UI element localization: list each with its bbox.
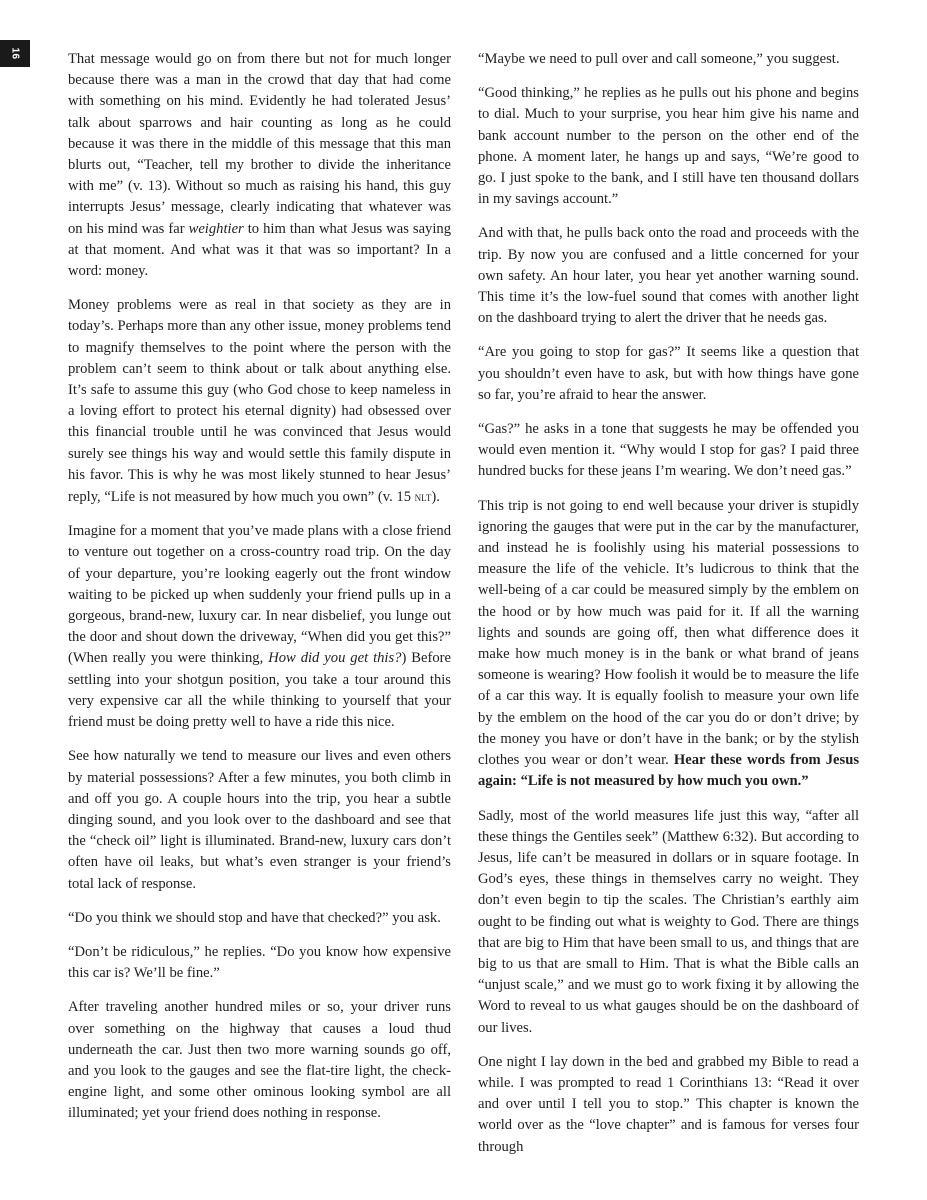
paragraph: Sadly, most of the world measures life just this way, “after all these things the Gentiles seek” (Matthew 6:32). But according to Jesus, life can’t be measured in dollars or in square footage. In God’s eyes, these things in themselves carry no weight. They don’t even begin to tip the scales. The Christian’s earthly aim ought to be finding out what is weighty to God. There are things that are big to Him that have been small to us, and things that are big to us that are small to Him. That is what the Bible calls an “unjust scale,” and we must go to work fixing it by allowing the Word to reveal to us what gauges should be on the dashboard of our lives.: [478, 807, 859, 1036]
paragraph: “Good thinking,” he replies as he pulls out his phone and begins to dial. Much to your surprise, you hear him give his name and bank account number to the person on the other end of the phone. A moment later, he hangs up and says, “We’re good to go. I just spoke to the bank, and I still have ten thousand dollars in my savings account.”: [478, 85, 859, 208]
paragraph: After traveling another hundred miles or so, your driver runs over something on the highway that causes a loud thud underneath the car. Just then two more warning sounds go off, and you look to the gauges and see the flat-tire light, the check-engine light, and some other ominous looking symbol are all illuminated; yet your friend does nothing in response.: [68, 999, 451, 1122]
page-number-tab: [0, 40, 30, 67]
paragraph: That message would go on from there but not for much longer because there was a man in the crowd that day that had come with something on his mind. Evidently he had tolerated Jesus’ talk about sparrows and hair counting as long as he could because it was there in the middle of this message that this man blurts out, “Teacher, tell my brother to divide the inheritance with me” (v. 13). Without so much as raising his hand, this guy interrupts Jesus’ message, clearly indicating that whatever was on his mind was far weightier to him than what Jesus was saying at that moment. And what was it that was so important? In a word: money.: [68, 51, 451, 280]
left-column: [68, 49, 451, 1138]
bold-quote: Hear these words from Jesus again: “Life is not measured by how much you own.”: [478, 752, 859, 790]
paragraph: See how naturally we tend to measure our lives and even others by material possessions? After a few minutes, you both climb in and off you go. A couple hours into the trip, you hear a subtle dinging sound, and you look over to the dashboard and see that the “check oil” light is illuminated. Brand-new, luxury cars don’t often have oil leaks, but what’s even stranger is your friend’s total lack of response.: [68, 748, 451, 892]
emphasis: How did you get this?: [268, 650, 402, 667]
translation-abbrev: nlt: [414, 489, 432, 505]
paragraph: Money problems were as real in that society as they are in today’s. Perhaps more than any other issue, money problems tend to magnify themselves to the point where the person with the problem can’t seem to think about or talk about anything else. It’s safe to assume this guy (who God chose to keep nameless in a loving effort to protect his eternal dignity) had obsessed over this financial trouble until he was convinced that Jesus would surely see things his way and would settle this family dispute in his favor. This is why he was most likely stunned to hear Jesus’ reply, “Life is not measured by how much you own” (v. 15 nlt).: [68, 297, 452, 506]
paragraph: “Are you going to stop for gas?” It seems like a question that you shouldn’t even have to ask, but with how things have gone so far, you’re afraid to hear the answer.: [478, 344, 859, 403]
paragraph: This trip is not going to end well because your driver is stupidly ignoring the gauges that were put in the car by the manufacturer, and instead he is foolishly using his material possessions to measure the life of the vehicle. It’s ludicrous to think that the well-being of a car could be measured simply by the emblem on the hood or by how much was paid for it. If all the warning lights and sounds are going off, then what difference does it make how much money is in the bank or what brand of jeans someone is wearing? How foolish it would be to measure the life of a car this way. It is equally foolish to measure your own life by the emblem on the hood of the car you do or don’t drive; by the money you have or don’t have in the bank; or by the stylish clothes you wear or don’t wear. Hear these words from Jesus again: “Life is not measured by how much you own.”: [478, 497, 859, 790]
paragraph: “Don’t be ridiculous,” he replies. “Do you know how expensive this car is? We’ll be fine.”: [68, 943, 451, 982]
paragraph: Imagine for a moment that you’ve made plans with a close friend to venture out together on a cross-country road trip. On the day of your departure, you’re looking eagerly out the front window waiting to be picked up when suddenly your friend pulls up in a gorgeous, brand-new, luxury car. In near disbelief, you lunge out the door and shout down the driveway, “When did you get this?” (When really you were thinking, How did you get this?) Before settling into your shotgun position, you take a tour around this very expensive car all the while thinking to yourself that your friend must be doing pretty well to have a ride this nice.: [68, 523, 451, 731]
paragraph: “Do you think we should stop and have that checked?” you ask.: [68, 909, 441, 926]
emphasis: weightier: [188, 220, 244, 237]
paragraph: “Gas?” he asks in a tone that suggests he may be offended you would even mention it. “Why would I stop for gas? I paid three hundred bucks for these jeans I’m wearing. We don’t need gas.”: [478, 421, 859, 480]
paragraph: One night I lay down in the bed and grabbed my Bible to read a while. I was prompted to read 1 Corinthians 13: “Read it over and over until I tell you to stop.” This chapter is known the world over as the “love chapter” and is famous for verses four through: [478, 1053, 859, 1155]
page-number: 16: [9, 47, 21, 60]
paragraph: And with that, he pulls back onto the road and proceeds with the trip. By now you are confused and a little concerned for your own safety. An hour later, you hear yet another warning sound. This time it’s the low-fuel sound that comes with another light on the dashboard trying to alert the driver that he needs gas.: [478, 225, 859, 327]
right-column: [478, 49, 859, 1171]
paragraph: “Maybe we need to pull over and call someone,” you suggest.: [478, 51, 840, 67]
